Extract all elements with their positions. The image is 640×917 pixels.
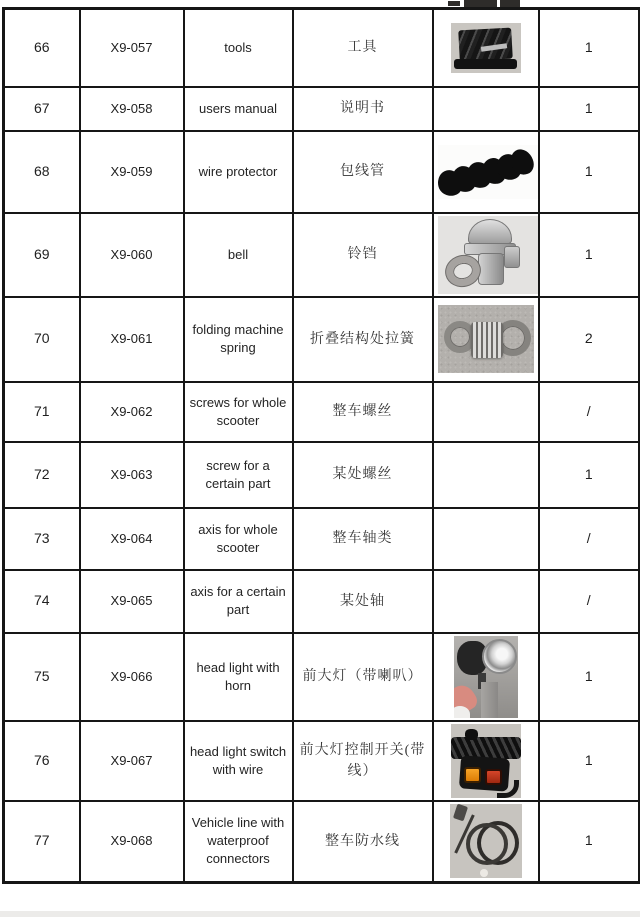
tools-photo (451, 23, 521, 73)
head-light-photo (454, 636, 518, 718)
part-qty: / (586, 529, 591, 546)
cell-photo (433, 9, 539, 87)
table-row (4, 9, 640, 87)
parts-table (2, 7, 640, 884)
head-light-lens (482, 639, 517, 674)
part-name-en: folding machine spring (192, 322, 284, 355)
part-name-en: axis for a certain part (190, 584, 286, 617)
part-code: X9-060 (110, 246, 153, 262)
cell-name-zh (293, 131, 433, 213)
part-name-zh: 前大灯控制开关(带线） (299, 742, 426, 779)
part-code: X9-058 (110, 100, 153, 116)
table-row (4, 721, 640, 801)
part-code: X9-062 (110, 403, 153, 419)
cell-no (4, 721, 80, 801)
cell-qty (539, 297, 640, 382)
cell-qty (539, 213, 640, 297)
cell-no (4, 508, 80, 570)
wire-protector-photo (438, 145, 538, 199)
part-qty: 1 (584, 99, 593, 116)
part-name-zh: 某处轴 (340, 593, 385, 609)
cell-qty (539, 87, 640, 131)
table-row (4, 87, 640, 131)
wire-coil-inner (466, 823, 508, 865)
part-code: X9-063 (110, 466, 153, 482)
cell-photo (433, 213, 539, 297)
part-qty: 1 (584, 162, 593, 179)
bell-photo (438, 216, 539, 294)
cell-no (4, 9, 80, 87)
cell-name-en (184, 213, 293, 297)
bell-body (478, 253, 504, 285)
cell-no (4, 801, 80, 883)
table-row (4, 633, 640, 721)
part-name-zh: 某处螺丝 (332, 467, 393, 482)
part-qty: 1 (584, 832, 593, 849)
cell-name-en (184, 508, 293, 570)
part-code: X9-059 (110, 163, 153, 179)
cell-no (4, 87, 80, 131)
cell-photo (433, 297, 539, 382)
part-name-en: head light switch with wire (189, 743, 287, 777)
cell-photo (433, 382, 539, 442)
tools-base (454, 59, 517, 69)
cell-no (4, 213, 80, 297)
page-bottom-margin (0, 911, 640, 917)
part-number: 72 (33, 465, 50, 482)
part-name-en: wire protector (198, 163, 278, 179)
table-row (4, 570, 640, 633)
cell-name-en (184, 633, 293, 721)
table-row (4, 382, 640, 442)
cell-qty (539, 131, 640, 213)
cell-qty (539, 9, 640, 87)
cell-name-en (184, 801, 293, 883)
part-number: 70 (33, 330, 50, 346)
cell-qty (539, 633, 640, 721)
part-qty: 1 (584, 38, 593, 55)
part-name-en: head light with horn (196, 659, 280, 693)
part-code: X9-066 (110, 668, 153, 684)
cell-name-zh (293, 382, 433, 442)
table-row (4, 442, 640, 508)
cell-name-zh (293, 297, 433, 382)
cell-name-zh (293, 9, 433, 87)
bell-dome (468, 219, 512, 245)
cell-no (4, 570, 80, 633)
part-name-en: axis for whole scooter (198, 521, 278, 555)
part-number: 68 (33, 162, 50, 179)
cell-name-zh (293, 721, 433, 801)
cell-no (4, 633, 80, 721)
head-light-switch-photo (451, 724, 521, 798)
switch-orange-button (464, 767, 481, 783)
cell-photo (433, 801, 539, 883)
cell-code (80, 633, 184, 721)
cell-code (80, 508, 184, 570)
cell-qty (539, 508, 640, 570)
cell-code (80, 87, 184, 131)
part-name-en: users manual (198, 100, 278, 116)
part-code: X9-067 (110, 752, 153, 768)
cell-code (80, 442, 184, 508)
cell-qty (539, 721, 640, 801)
cell-name-en (184, 9, 293, 87)
part-qty: 2 (584, 330, 593, 346)
part-qty: / (586, 402, 591, 419)
cell-name-zh (293, 801, 433, 883)
cell-photo (433, 508, 539, 570)
part-name-en: tools (224, 39, 252, 55)
wire-connector (452, 804, 467, 821)
part-name-en: screws for whole scooter (189, 394, 287, 428)
wire-tip (480, 869, 488, 877)
part-code: X9-068 (110, 833, 153, 849)
head-light-pole (481, 682, 498, 718)
part-name-zh: 折叠结构处拉簧 (310, 331, 415, 347)
spring-photo (438, 305, 534, 373)
switch-handlebar (451, 737, 521, 759)
part-name-zh: 铃铛 (347, 247, 378, 262)
part-number: 73 (33, 529, 50, 546)
part-name-en: screw for a certain part (205, 457, 271, 491)
part-name-zh: 整车螺丝 (332, 404, 393, 419)
part-name-en: Vehicle line with waterproof connectors (191, 815, 285, 867)
cell-code (80, 297, 184, 382)
part-code: X9-064 (110, 530, 153, 546)
part-name-zh: 整车防水线 (325, 833, 400, 849)
cell-no (4, 442, 80, 508)
cell-code (80, 131, 184, 213)
cell-code (80, 570, 184, 633)
part-number: 77 (33, 832, 50, 849)
part-number: 69 (33, 245, 50, 262)
waterproof-line-photo (450, 804, 522, 878)
cell-code (80, 213, 184, 297)
cell-name-en (184, 442, 293, 508)
cell-code (80, 801, 184, 883)
part-name-zh: 包线管 (340, 164, 385, 179)
cell-photo (433, 570, 539, 633)
cell-no (4, 131, 80, 213)
part-number: 76 (33, 751, 50, 768)
cell-name-en (184, 131, 293, 213)
cell-name-en (184, 382, 293, 442)
cell-qty (539, 801, 640, 883)
cell-code (80, 382, 184, 442)
table-row (4, 297, 640, 382)
part-number: 71 (33, 402, 50, 419)
cell-name-en (184, 570, 293, 633)
part-number: 75 (33, 667, 50, 684)
cell-name-zh (293, 508, 433, 570)
cell-photo (433, 442, 539, 508)
part-name-en: bell (227, 246, 249, 262)
part-qty: 1 (584, 667, 593, 684)
cell-name-zh (293, 570, 433, 633)
bell-clamp-ring (442, 252, 482, 289)
cell-name-en (184, 721, 293, 801)
cell-photo (433, 87, 539, 131)
table-row (4, 508, 640, 570)
cell-qty (539, 570, 640, 633)
part-number: 67 (33, 99, 50, 116)
cell-name-zh (293, 442, 433, 508)
part-qty: 1 (584, 465, 593, 482)
part-code: X9-057 (110, 39, 153, 55)
cell-name-en (184, 87, 293, 131)
cell-code (80, 9, 184, 87)
cell-name-en (184, 297, 293, 382)
spring-coil (471, 322, 503, 358)
switch-knob (465, 729, 478, 740)
cell-qty (539, 382, 640, 442)
part-name-zh: 前大灯（带喇叭） (302, 669, 423, 684)
table-row (4, 801, 640, 883)
part-qty: / (586, 592, 591, 608)
part-number: 66 (33, 38, 50, 55)
cell-code (80, 721, 184, 801)
cell-name-zh (293, 87, 433, 131)
part-qty: 1 (584, 245, 593, 262)
cell-name-zh (293, 213, 433, 297)
part-number: 74 (33, 592, 50, 608)
cell-no (4, 382, 80, 442)
cell-qty (539, 442, 640, 508)
previous-row-photo-remnant (448, 0, 522, 7)
bell-latch (504, 246, 520, 268)
part-qty: 1 (584, 751, 593, 768)
part-name-zh: 整车轴类 (332, 531, 393, 546)
part-name-zh: 工具 (347, 40, 378, 56)
table-row (4, 213, 640, 297)
cell-photo (433, 131, 539, 213)
cell-name-zh (293, 633, 433, 721)
table-row (4, 131, 640, 213)
cell-no (4, 297, 80, 382)
part-code: X9-061 (110, 331, 153, 346)
cell-photo (433, 633, 539, 721)
part-name-zh: 说明书 (340, 101, 385, 116)
part-code: X9-065 (110, 593, 153, 608)
switch-wire (497, 780, 519, 798)
cell-photo (433, 721, 539, 801)
